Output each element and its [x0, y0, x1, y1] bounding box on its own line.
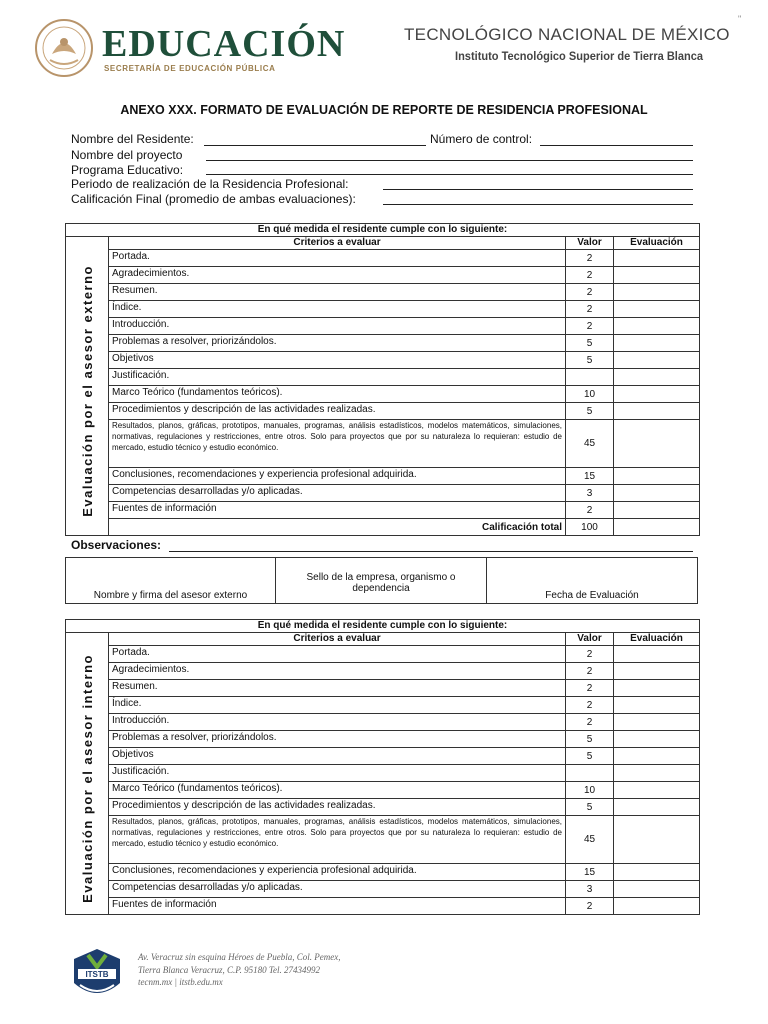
table-row [66, 898, 700, 915]
evaluation-cell[interactable] [614, 782, 700, 799]
evaluation-cell[interactable] [614, 386, 700, 403]
institution-name: TECNOLÓGICO NACIONAL DE MÉXICO [404, 25, 730, 44]
field-calificacion-final[interactable] [383, 204, 693, 205]
criterion-text: Índice. [109, 301, 566, 318]
criterion-text: Problemas a resolver, priorizándolos. [109, 335, 566, 352]
criterion-value: 3 [566, 485, 614, 502]
label-nombre-proyecto: Nombre del proyecto [71, 148, 183, 162]
criterion-text: Marco Teórico (fundamentos teóricos). [109, 386, 566, 403]
criterion-value [566, 765, 614, 782]
table-row [66, 468, 700, 485]
criterion-text: Introducción. [109, 714, 566, 731]
criterion-value: 2 [566, 301, 614, 318]
criterion-text: Fuentes de información [109, 898, 566, 915]
criterion-text: Justificación. [109, 765, 566, 782]
criterion-value: 5 [566, 403, 614, 420]
criterion-value: 2 [566, 898, 614, 915]
criterion-value: 5 [566, 799, 614, 816]
sep-seal-icon [34, 18, 94, 78]
campus-name: Instituto Tecnológico Superior de Tierra Blanca [455, 49, 704, 63]
table-row [66, 864, 700, 881]
evaluation-cell[interactable] [614, 301, 700, 318]
criterion-value: 45 [566, 816, 614, 864]
fecha-evaluacion[interactable]: Fecha de Evaluación [487, 558, 698, 604]
footer-address-1: Av. Veracruz sin esquina Héroes de Puebla, Col. Pemex, [138, 952, 341, 962]
evaluation-cell[interactable] [614, 714, 700, 731]
table-row [66, 284, 700, 301]
table-row [66, 335, 700, 352]
footer-address-2: Tierra Blanca Veracruz, C.P. 95180 Tel. 27434992 [138, 965, 321, 975]
criterion-text: Resumen. [109, 680, 566, 697]
criterion-value: 2 [566, 250, 614, 267]
criterion-text: Agradecimientos. [109, 267, 566, 284]
evaluation-cell[interactable] [614, 420, 700, 468]
field-nombre-residente[interactable] [204, 145, 426, 146]
table-row [66, 502, 700, 519]
criterion-value: 2 [566, 267, 614, 284]
criterion-text: Conclusiones, recomendaciones y experiencia profesional adquirida. [109, 468, 566, 485]
col-valor: Valor [566, 237, 614, 250]
evaluation-cell[interactable] [614, 697, 700, 714]
criterion-text: Resultados, planos, gráficas, prototipos, manuales, programas, análisis estadísticos, modelos matemáticos, simulaciones, normativas, regulaciones y restricciones, entre otros. Solo para proyectos que por su naturaleza lo requieran: estudio de mercado, estudio técnico y estudio económico. [109, 420, 566, 468]
observaciones-label: Observaciones: [71, 538, 162, 552]
table-row [66, 881, 700, 898]
evaluation-cell[interactable] [614, 748, 700, 765]
criterion-text: Portada. [109, 646, 566, 663]
col-evaluacion: Evaluación [614, 237, 700, 250]
criterion-value: 2 [566, 318, 614, 335]
table-row [66, 731, 700, 748]
criterion-text: Competencias desarrolladas y/o aplicadas. [109, 485, 566, 502]
side-label: Evaluación por el asesor interno [79, 653, 95, 903]
table-row [66, 352, 700, 369]
observaciones-field[interactable] [169, 551, 693, 552]
table-question: En qué medida el residente cumple con lo siguiente: [66, 620, 700, 633]
criterion-text: Marco Teórico (fundamentos teóricos). [109, 782, 566, 799]
sello-empresa[interactable]: Sello de la empresa, organismo o dependencia [276, 558, 487, 604]
evaluation-cell[interactable] [614, 864, 700, 881]
evaluation-cell[interactable] [614, 284, 700, 301]
criterion-text: Introducción. [109, 318, 566, 335]
criterion-text: Agradecimientos. [109, 663, 566, 680]
table-row [66, 420, 700, 468]
col-evaluacion: Evaluación [614, 633, 700, 646]
evaluation-cell[interactable] [614, 731, 700, 748]
field-numero-control[interactable] [540, 145, 693, 146]
field-programa[interactable] [206, 174, 693, 175]
evaluation-cell[interactable] [614, 663, 700, 680]
total-value: 100 [566, 519, 614, 536]
footer-web-links[interactable]: tecnm.mx | itstb.edu.mx [138, 977, 223, 987]
evaluation-cell[interactable] [614, 680, 700, 697]
evaluation-cell[interactable] [614, 250, 700, 267]
signature-table [65, 557, 698, 604]
col-valor: Valor [566, 633, 614, 646]
label-programa: Programa Educativo: [71, 163, 184, 177]
evaluation-cell[interactable] [614, 881, 700, 898]
criterion-value: 2 [566, 284, 614, 301]
corner-mark: " [738, 14, 742, 24]
criterion-text: Objetivos [109, 352, 566, 369]
table-row [66, 748, 700, 765]
label-calificacion-final: Calificación Final (promedio de ambas evaluaciones): [71, 192, 356, 206]
criterion-value: 10 [566, 386, 614, 403]
criterion-value: 2 [566, 697, 614, 714]
evaluation-cell[interactable] [614, 485, 700, 502]
table-row [66, 267, 700, 284]
criterion-value: 2 [566, 714, 614, 731]
side-label: Evaluación por el asesor externo [79, 264, 95, 517]
criterion-text: Procedimientos y descripción de las actividades realizadas. [109, 403, 566, 420]
total-row [66, 519, 700, 536]
criterion-value: 5 [566, 748, 614, 765]
table-row [66, 697, 700, 714]
total-label: Calificación total [109, 519, 566, 536]
criterion-value: 15 [566, 864, 614, 881]
criterion-value: 2 [566, 646, 614, 663]
criterion-text: Fuentes de información [109, 502, 566, 519]
table-question: En qué medida el residente cumple con lo siguiente: [66, 224, 700, 237]
criterion-text: Objetivos [109, 748, 566, 765]
criterion-text: Resultados, planos, gráficas, prototipos, manuales, programas, análisis estadísticos, modelos matemáticos, simulaciones, normativas, regulaciones y restricciones, entre otros. Solo para proyectos que por su naturaleza lo requieran: estudio de mercado, estudio técnico y estudio económico. [109, 816, 566, 864]
evaluation-cell[interactable] [614, 318, 700, 335]
criterion-value: 10 [566, 782, 614, 799]
itstb-logo-icon [68, 945, 126, 1003]
firma-asesor-externo[interactable]: Nombre y firma del asesor externo [66, 558, 276, 604]
svg-text:ITSTB: ITSTB [85, 970, 109, 979]
label-numero-control: Número de control: [430, 132, 533, 146]
evaluation-table-interno [65, 619, 700, 915]
evaluation-cell[interactable] [614, 799, 700, 816]
criterion-text: Procedimientos y descripción de las actividades realizadas. [109, 799, 566, 816]
table-row [66, 714, 700, 731]
field-nombre-proyecto[interactable] [206, 160, 693, 161]
table-row [66, 765, 700, 782]
table-row [66, 816, 700, 864]
field-periodo[interactable] [383, 189, 693, 190]
criterion-value: 2 [566, 663, 614, 680]
criterion-text: Portada. [109, 250, 566, 267]
logo-text: EDUCACIÓN [102, 23, 346, 65]
criterion-value: 2 [566, 680, 614, 697]
col-criterios: Criterios a evaluar [109, 237, 566, 250]
table-row [66, 782, 700, 799]
table-row [66, 680, 700, 697]
criterion-value: 5 [566, 335, 614, 352]
evaluation-cell[interactable] [614, 335, 700, 352]
criterion-text: Competencias desarrolladas y/o aplicadas. [109, 881, 566, 898]
criterion-value: 5 [566, 731, 614, 748]
evaluation-cell[interactable] [614, 765, 700, 782]
evaluation-cell[interactable] [614, 403, 700, 420]
logo-subtitle: SECRETARÍA DE EDUCACIÓN PÚBLICA [104, 64, 276, 73]
document-title: ANEXO XXX. FORMATO DE EVALUACIÓN DE REPORTE DE RESIDENCIA PROFESIONAL [120, 103, 648, 117]
evaluation-cell[interactable] [614, 468, 700, 485]
criterion-value: 5 [566, 352, 614, 369]
evaluation-cell[interactable] [614, 369, 700, 386]
table-row [66, 369, 700, 386]
evaluation-cell[interactable] [614, 646, 700, 663]
col-criterios: Criterios a evaluar [109, 633, 566, 646]
table-row [66, 646, 700, 663]
table-row [66, 485, 700, 502]
table-row [66, 250, 700, 267]
criterion-text: Resumen. [109, 284, 566, 301]
label-nombre-residente: Nombre del Residente: [71, 132, 194, 146]
evaluation-cell[interactable] [614, 898, 700, 915]
table-row [66, 799, 700, 816]
criterion-value: 2 [566, 502, 614, 519]
table-row [66, 386, 700, 403]
label-periodo: Periodo de realización de la Residencia Profesional: [71, 177, 349, 191]
criterion-value: 3 [566, 881, 614, 898]
table-row [66, 301, 700, 318]
criterion-value [566, 369, 614, 386]
table-row [66, 318, 700, 335]
evaluation-cell[interactable] [614, 502, 700, 519]
total-evaluation-cell[interactable] [614, 519, 700, 536]
evaluation-cell[interactable] [614, 352, 700, 369]
evaluation-cell[interactable] [614, 267, 700, 284]
criterion-text: Conclusiones, recomendaciones y experiencia profesional adquirida. [109, 864, 566, 881]
criterion-text: Índice. [109, 697, 566, 714]
table-row [66, 663, 700, 680]
criterion-value: 15 [566, 468, 614, 485]
criterion-text: Problemas a resolver, priorizándolos. [109, 731, 566, 748]
criterion-text: Justificación. [109, 369, 566, 386]
evaluation-cell[interactable] [614, 816, 700, 864]
criterion-value: 45 [566, 420, 614, 468]
table-row [66, 403, 700, 420]
evaluation-table-externo [65, 223, 700, 536]
